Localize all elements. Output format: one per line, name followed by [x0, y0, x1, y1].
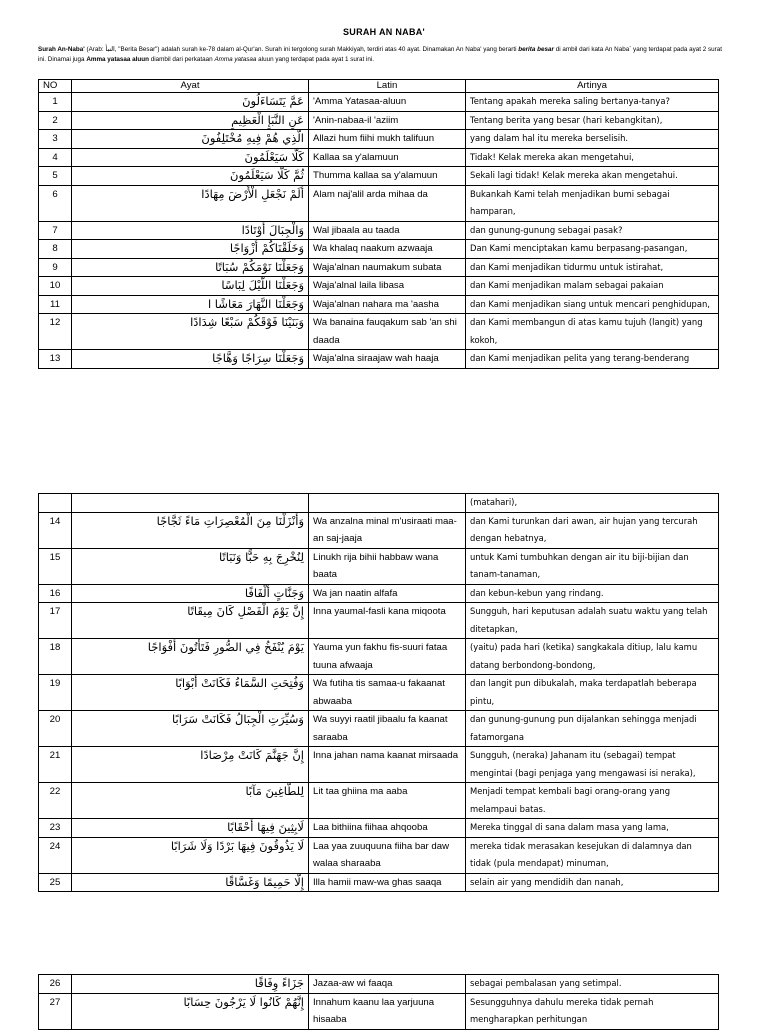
verse-arabic: وَخَلَقْنَاكُمْ أَزْوَاجًا — [72, 240, 309, 259]
verse-translation: untuk Kami tumbuhkan dengan air itu biji-bijian dan tanam-tanaman, — [466, 548, 719, 584]
verse-translation: Menjadi tempat kembali bagi orang-orang yang melampaui batas. — [466, 783, 719, 819]
verse-arabic: جَزَاءً وِفَاقًا — [72, 975, 309, 994]
verse-number: 26 — [39, 975, 72, 994]
verse-arabic: إِنَّ جَهَنَّمَ كَانَتْ مِرْصَادًا — [72, 747, 309, 783]
verse-latin: Jazaa-aw wi faaqa — [309, 975, 466, 994]
verse-number: 21 — [39, 747, 72, 783]
intro-berita-besar: berita besar — [518, 46, 554, 53]
table-row — [39, 603, 719, 639]
verse-arabic: وَالْجِبَالَ أَوْتَادًا — [72, 221, 309, 240]
verse-number: 18 — [39, 639, 72, 675]
table-row — [39, 314, 719, 350]
verse-latin: 'Anin-nabaa-il 'aziim — [309, 111, 466, 130]
verse-latin: Linukh rija bihii habbaw wana baata — [309, 548, 466, 584]
verse-arabic: وَجَنَّاتٍ أَلْفَافًا — [72, 584, 309, 603]
verse-arabic: لِلطَّاغِينَ مَآبًا — [72, 783, 309, 819]
verse-number: 4 — [39, 148, 72, 167]
table-row — [39, 512, 719, 548]
verse-arabic: لِنُخْرِجَ بِهِ حَبًّا وَنَبَاتًا — [72, 548, 309, 584]
header-latin: Latin — [309, 80, 466, 93]
verse-latin: Allazi hum fiihi mukh talifuun — [309, 130, 466, 149]
table-row — [39, 221, 719, 240]
verse-number: 27 — [39, 993, 72, 1029]
table-row — [39, 819, 719, 838]
verse-latin: Wa futiha tis samaa-u fakaanat abwaaba — [309, 675, 466, 711]
verse-latin: Wa banaina fauqakum sab 'an shi daada — [309, 314, 466, 350]
verse-latin: Inna jahan nama kaanat mirsaada — [309, 747, 466, 783]
verse-number: 22 — [39, 783, 72, 819]
verse-translation: Bukankah Kami telah menjadikan bumi sebagai hamparan, — [466, 185, 719, 221]
verse-latin: Yauma yun fakhu fis-suuri fataa tuuna afwaaja — [309, 639, 466, 675]
verse-number: 11 — [39, 295, 72, 314]
verse-translation: mereka tidak merasakan kesejukan di dalamnya dan tidak (pula mendapat) minuman, — [466, 837, 719, 873]
table-row — [39, 295, 719, 314]
intro-amma-italic: Amma yatasaa — [214, 56, 257, 63]
verse-translation: dan Kami menjadikan malam sebagai pakaian — [466, 277, 719, 296]
verse-number: 16 — [39, 584, 72, 603]
verse-arabic: وَجَعَلْنَا نَوْمَكُمْ سُبَاتًا — [72, 258, 309, 277]
intro-amma-name: Amma yatasaa aluun — [86, 56, 149, 63]
verse-arabic: وَفُتِحَتِ السَّمَاءُ فَكَانَتْ أَبْوَابًا — [72, 675, 309, 711]
verse-number: 14 — [39, 512, 72, 548]
intro-paragraph — [38, 45, 730, 65]
verse-arabic: عَنِ النَّبَإِ الْعَظِيمِ — [72, 111, 309, 130]
verse-latin: Waja'alnal laila libasa — [309, 277, 466, 296]
verse-translation: dan kebun-kebun yang rindang. — [466, 584, 719, 603]
verse-number: 10 — [39, 277, 72, 296]
verse-latin: 'Amma Yatasaa-aluun — [309, 93, 466, 112]
verse-translation: sebagai pembalasan yang setimpal. — [466, 975, 719, 994]
verse-arabic: وَجَعَلْنَا اللَّيْلَ لِبَاسًا — [72, 277, 309, 296]
verse-latin: Waja'alna siraajaw wah haaja — [309, 350, 466, 369]
verse-translation: (yaitu) pada hari (ketika) sangkakala ditiup, lalu kamu datang berbondong-bondong, — [466, 639, 719, 675]
table-row — [39, 148, 719, 167]
table-row — [39, 675, 719, 711]
verse-arabic: إِنَّهُمْ كَانُوا لَا يَرْجُونَ حِسَابًا — [72, 993, 309, 1029]
verse-latin: Illa hamii maw-wa ghas saaqa — [309, 873, 466, 892]
verse-latin: Wa jan naatin alfafa — [309, 584, 466, 603]
continuation-text: (matahari), — [466, 494, 719, 513]
table-row — [39, 277, 719, 296]
verse-translation: Mereka tinggal di sana dalam masa yang lama, — [466, 819, 719, 838]
verse-translation: Sesungguhnya dahulu mereka tidak pernah mengharapkan perhitungan — [466, 993, 719, 1029]
verse-latin: Wal jibaala au taada — [309, 221, 466, 240]
verse-translation: dan Kami turunkan dari awan, air hujan yang tercurah dengan hebatnya, — [466, 512, 719, 548]
table-row — [39, 130, 719, 149]
table-row — [39, 240, 719, 259]
table-row — [39, 93, 719, 112]
verse-arabic: ثُمَّ كَلَّا سَيَعْلَمُونَ — [72, 167, 309, 186]
intro-text-2: di ambil dari kata An Naba` yang terdapat pada ayat 2 surat ini. Dinamai juga — [38, 46, 722, 63]
verse-latin: Thumma kallaa sa y'alamuun — [309, 167, 466, 186]
verse-number: 7 — [39, 221, 72, 240]
intro-text-3: diambil dari perkataan — [148, 56, 215, 63]
verse-translation: yang dalam hal itu mereka berselisih. — [466, 130, 719, 149]
verse-number: 19 — [39, 675, 72, 711]
verse-latin: Wa khalaq naakum azwaaja — [309, 240, 466, 259]
header-ayat: Ayat — [72, 80, 309, 93]
table-row — [39, 584, 719, 603]
verse-latin: Wa anzalna minal m'usiraati maa-an saj-jaaja — [309, 512, 466, 548]
verse-arabic: وَسُيِّرَتِ الْجِبَالُ فَكَانَتْ سَرَابًا — [72, 711, 309, 747]
verse-number: 9 — [39, 258, 72, 277]
verse-latin: Wa suyyi raatil jibaalu fa kaanat saraaba — [309, 711, 466, 747]
verse-arabic: عَمَّ يَتَسَاءَلُونَ — [72, 93, 309, 112]
verse-number: 2 — [39, 111, 72, 130]
verse-translation: dan Kami menjadikan tidurmu untuk istirahat, — [466, 258, 719, 277]
verse-table-3 — [38, 974, 719, 1030]
intro-surah-name: Surah An-Naba' — [38, 46, 85, 53]
verse-translation: selain air yang mendidih dan nanah, — [466, 873, 719, 892]
verse-latin: Alam naj'alil arda mihaa da — [309, 185, 466, 221]
table-row — [39, 873, 719, 892]
verse-number: 13 — [39, 350, 72, 369]
verse-latin: Waja'alnan naumakum subata — [309, 258, 466, 277]
verse-arabic: إِلَّا حَمِيمًا وَغَسَّاقًا — [72, 873, 309, 892]
verse-arabic: الَّذِي هُمْ فِيهِ مُخْتَلِفُونَ — [72, 130, 309, 149]
table-row — [39, 185, 719, 221]
verse-arabic: وَجَعَلْنَا النَّهَارَ مَعَاشًا ا — [72, 295, 309, 314]
verse-latin: Innahum kaanu laa yarjuuna hisaaba — [309, 993, 466, 1029]
verse-number: 15 — [39, 548, 72, 584]
verse-arabic: لَا يَذُوقُونَ فِيهَا بَرْدًا وَلَا شَرَابًا — [72, 837, 309, 873]
table-row — [39, 783, 719, 819]
verse-translation: dan gunung-gunung pun dijalankan sehingga menjadi fatamorgana — [466, 711, 719, 747]
verse-number: 8 — [39, 240, 72, 259]
verse-translation: Dan Kami menciptakan kamu berpasang-pasangan, — [466, 240, 719, 259]
verse-arabic: يَوْمَ يُنْفَخُ فِي الصُّورِ فَتَأْتُونَ أَفْوَاجًا — [72, 639, 309, 675]
verse-arabic: وَأَنْزَلْنَا مِنَ الْمُعْصِرَاتِ مَاءً ثَجَّاجًا — [72, 512, 309, 548]
verse-translation: Sungguh, (neraka) Jahanam itu (sebagai) tempat mengintai (bagi penjaga yang mengawasi isi neraka), — [466, 747, 719, 783]
verse-translation: dan Kami menjadikan siang untuk mencari penghidupan, — [466, 295, 719, 314]
verse-translation: Sungguh, hari keputusan adalah suatu waktu yang telah ditetapkan, — [466, 603, 719, 639]
continuation-row — [39, 494, 719, 513]
verse-number: 12 — [39, 314, 72, 350]
verse-number: 17 — [39, 603, 72, 639]
intro-text-1: (Arab: النبأ, "Berita Besar") adalah surah ke-78 dalam al-Qur'an. Surah ini tergolong surah Makkiyah, terdiri atas 40 ayat. Dinamakan An Naba' yang berarti — [84, 46, 519, 53]
verse-number: 3 — [39, 130, 72, 149]
verse-latin: Waja'alnan nahara ma 'aasha — [309, 295, 466, 314]
verse-number: 25 — [39, 873, 72, 892]
verse-translation: dan langit pun dibukalah, maka terdapatlah beberapa pintu, — [466, 675, 719, 711]
table-row — [39, 548, 719, 584]
table-row — [39, 167, 719, 186]
table-row — [39, 258, 719, 277]
verse-arabic: كَلَّا سَيَعْلَمُونَ — [72, 148, 309, 167]
verse-number: 6 — [39, 185, 72, 221]
table-header-row — [39, 80, 719, 93]
verse-table-1 — [38, 79, 719, 369]
verse-arabic: أَلَمْ نَجْعَلِ الْأَرْضَ مِهَادًا — [72, 185, 309, 221]
verse-latin: Laa yaa zuuquuna fiiha bar daw walaa sharaaba — [309, 837, 466, 873]
verse-latin: Kallaa sa y'alamuun — [309, 148, 466, 167]
verse-number: 5 — [39, 167, 72, 186]
verse-number: 20 — [39, 711, 72, 747]
verse-translation: dan gunung-gunung sebagai pasak? — [466, 221, 719, 240]
verse-translation: dan Kami menjadikan pelita yang terang-benderang — [466, 350, 719, 369]
verse-arabic: لَابِثِينَ فِيهَا أَحْقَابًا — [72, 819, 309, 838]
verse-translation: Sekali lagi tidak! Kelak mereka akan mengetahui. — [466, 167, 719, 186]
verse-translation: Tentang berita yang besar (hari kebangkitan), — [466, 111, 719, 130]
table-row — [39, 975, 719, 994]
verse-translation: dan Kami membangun di atas kamu tujuh (langit) yang kokoh, — [466, 314, 719, 350]
verse-latin: Laa bithiina fiihaa ahqooba — [309, 819, 466, 838]
verse-arabic: إِنَّ يَوْمَ الْفَصْلِ كَانَ مِيقَاتًا — [72, 603, 309, 639]
verse-arabic: وَجَعَلْنَا سِرَاجًا وَهَّاجًا — [72, 350, 309, 369]
verse-number: 23 — [39, 819, 72, 838]
page-title: SURAH AN NABA' — [342, 27, 425, 37]
verse-table-2 — [38, 493, 719, 892]
verse-latin: Lit taa ghiina ma aaba — [309, 783, 466, 819]
intro-text-4: aluun yang terdapat pada ayat 1 surat ini. — [256, 56, 375, 63]
table-row — [39, 747, 719, 783]
verse-translation: Tidak! Kelak mereka akan mengetahui, — [466, 148, 719, 167]
header-no: NO — [39, 80, 72, 93]
header-artinya: Artinya — [466, 80, 719, 93]
verse-number: 1 — [39, 93, 72, 112]
verse-number: 24 — [39, 837, 72, 873]
table-row — [39, 350, 719, 369]
verse-latin: Inna yaumal-fasli kana miqoota — [309, 603, 466, 639]
verse-translation: Tentang apakah mereka saling bertanya-tanya? — [466, 93, 719, 112]
table-row — [39, 711, 719, 747]
table-row — [39, 111, 719, 130]
table-row — [39, 837, 719, 873]
table-row — [39, 639, 719, 675]
verse-arabic: وَبَنَيْنَا فَوْقَكُمْ سَبْعًا شِدَادًا — [72, 314, 309, 350]
